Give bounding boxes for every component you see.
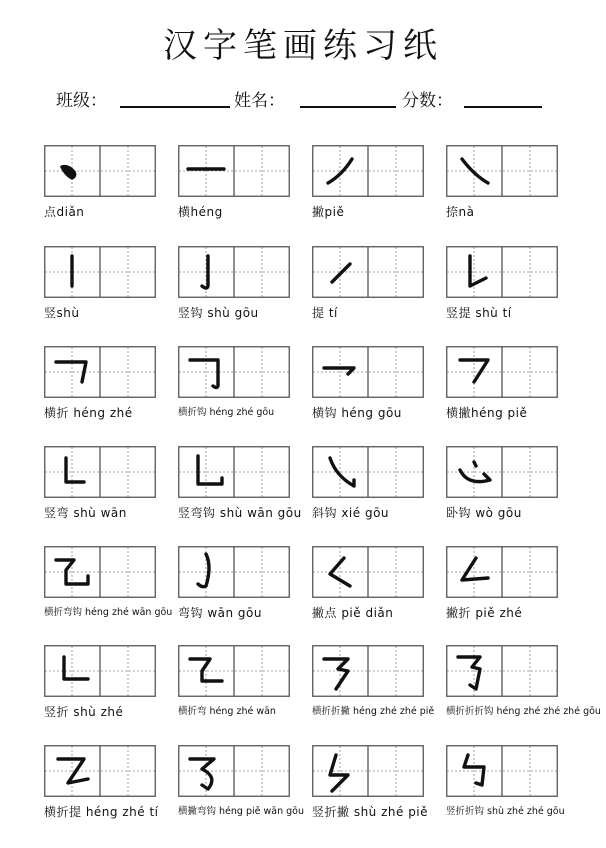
dot-stroke-glyph bbox=[62, 167, 75, 178]
class-label: 班级： bbox=[56, 91, 107, 111]
tianzige-grid[interactable] bbox=[312, 745, 424, 797]
student-info-row bbox=[56, 86, 556, 110]
stroke-label: 横折 héng zhé bbox=[44, 406, 133, 420]
ti-stroke-glyph bbox=[332, 264, 350, 282]
stroke-cell bbox=[312, 745, 429, 829]
stroke-label: 竖折撇 shù zhé piě bbox=[312, 805, 429, 819]
stroke-cell bbox=[446, 446, 558, 530]
tianzige-grid[interactable] bbox=[44, 145, 156, 197]
stroke-label: 捺nà bbox=[446, 205, 475, 219]
name-field[interactable] bbox=[300, 106, 396, 108]
tianzige-grid[interactable] bbox=[178, 745, 290, 797]
tianzige-grid[interactable] bbox=[178, 346, 290, 398]
score-label: 分数： bbox=[402, 91, 453, 111]
shuwangou-stroke-glyph bbox=[198, 456, 222, 484]
stroke-label: 横撇héng piě bbox=[446, 406, 528, 420]
stroke-label: 撇piě bbox=[312, 205, 345, 219]
stroke-cell bbox=[44, 546, 173, 630]
stroke-cell bbox=[446, 546, 558, 630]
stroke-label: 撇点 piě diǎn bbox=[312, 606, 394, 620]
tianzige-grid[interactable] bbox=[178, 645, 290, 697]
stroke-cell bbox=[44, 745, 159, 829]
stroke-cell bbox=[178, 346, 290, 430]
tianzige-grid[interactable] bbox=[44, 346, 156, 398]
tianzige-grid[interactable] bbox=[44, 246, 156, 298]
tianzige-grid[interactable] bbox=[446, 246, 558, 298]
stroke-label: 横折折撇 héng zhé zhé piě bbox=[312, 706, 435, 717]
hengzhezhepie-stroke-glyph bbox=[324, 659, 348, 689]
stroke-label: 横钩 héng gōu bbox=[312, 406, 402, 420]
score-field[interactable] bbox=[464, 106, 542, 108]
stroke-cell bbox=[44, 645, 156, 729]
stroke-label: 横折提 héng zhé tí bbox=[44, 805, 159, 819]
stroke-cell bbox=[446, 745, 565, 829]
stroke-cell bbox=[312, 645, 435, 729]
tianzige-grid[interactable] bbox=[178, 446, 290, 498]
stroke-label: 竖折 shù zhé bbox=[44, 705, 124, 719]
shuti-stroke-glyph bbox=[470, 256, 486, 286]
stroke-label: 提 tí bbox=[312, 306, 338, 320]
shuwan-stroke-glyph bbox=[66, 458, 84, 482]
stroke-label: 横折弯 héng zhé wān bbox=[178, 706, 276, 717]
henggou-stroke-glyph bbox=[324, 368, 354, 374]
tianzige-grid[interactable] bbox=[312, 645, 424, 697]
tianzige-grid[interactable] bbox=[44, 645, 156, 697]
stroke-cell bbox=[312, 446, 424, 530]
tianzige-grid[interactable] bbox=[178, 145, 290, 197]
tianzige-grid[interactable] bbox=[312, 145, 424, 197]
hengpiewangou-stroke-glyph bbox=[190, 759, 214, 789]
hengzhegou-stroke-glyph bbox=[190, 360, 218, 388]
stroke-label: 点diǎn bbox=[44, 205, 85, 219]
stroke-label: 竖提 shù tí bbox=[446, 306, 512, 320]
tianzige-grid[interactable] bbox=[446, 645, 558, 697]
stroke-label: 斜钩 xié gōu bbox=[312, 506, 390, 520]
stroke-cell bbox=[178, 246, 290, 330]
shuzhepie-stroke-glyph bbox=[330, 755, 348, 791]
hengzhezhezhegou-stroke-glyph bbox=[458, 657, 480, 689]
tianzige-grid[interactable] bbox=[446, 446, 558, 498]
tianzige-grid[interactable] bbox=[44, 546, 156, 598]
stroke-label: 横撇弯钩 héng piě wān gōu bbox=[178, 806, 304, 817]
stroke-cell bbox=[178, 745, 304, 829]
piezhe-stroke-glyph bbox=[462, 558, 488, 580]
stroke-label: 弯钩 wān gōu bbox=[178, 606, 262, 620]
stroke-cell bbox=[312, 145, 424, 229]
stroke-cell bbox=[178, 645, 290, 729]
tianzige-grid[interactable] bbox=[44, 745, 156, 797]
stroke-label: 横折弯钩 héng zhé wān gōu bbox=[44, 607, 173, 618]
stroke-cell bbox=[178, 145, 290, 229]
stroke-cell bbox=[312, 346, 424, 430]
tianzige-grid[interactable] bbox=[446, 745, 558, 797]
tianzige-grid[interactable] bbox=[312, 446, 424, 498]
stroke-label: 竖shù bbox=[44, 306, 80, 320]
stroke-cell bbox=[178, 546, 290, 630]
tianzige-grid[interactable] bbox=[446, 145, 558, 197]
stroke-label: 横折钩 héng zhé gōu bbox=[178, 407, 275, 418]
tianzige-grid[interactable] bbox=[178, 546, 290, 598]
tianzige-grid[interactable] bbox=[312, 546, 424, 598]
stroke-label: 竖折折钩 shù zhé zhé gōu bbox=[446, 806, 565, 817]
stroke-cell bbox=[446, 645, 601, 729]
stroke-cell bbox=[178, 446, 302, 530]
shugou-stroke-glyph bbox=[202, 256, 208, 288]
wangou-stroke-glyph bbox=[198, 554, 209, 587]
tianzige-grid[interactable] bbox=[446, 346, 558, 398]
stroke-label: 竖弯钩 shù wān gōu bbox=[178, 506, 302, 520]
stroke-cell bbox=[44, 246, 156, 330]
stroke-cell bbox=[44, 145, 156, 229]
stroke-label: 卧钩 wò gōu bbox=[446, 506, 522, 520]
stroke-cell bbox=[44, 346, 156, 430]
stroke-label: 竖钩 shù gōu bbox=[178, 306, 259, 320]
stroke-label: 竖弯 shù wān bbox=[44, 506, 127, 520]
tianzige-grid[interactable] bbox=[446, 546, 558, 598]
name-label: 姓名： bbox=[234, 91, 285, 111]
tianzige-grid[interactable] bbox=[44, 446, 156, 498]
tianzige-grid[interactable] bbox=[178, 246, 290, 298]
tianzige-grid[interactable] bbox=[312, 346, 424, 398]
tianzige-grid[interactable] bbox=[312, 246, 424, 298]
shuzhe-stroke-glyph bbox=[64, 657, 88, 679]
stroke-label: 撇折 piě zhé bbox=[446, 606, 523, 620]
stroke-label: 横héng bbox=[178, 205, 223, 219]
page-title: 汉字笔画练习纸 bbox=[163, 26, 443, 66]
stroke-cell bbox=[44, 446, 156, 530]
class-field[interactable] bbox=[120, 106, 230, 108]
stroke-cell bbox=[446, 145, 558, 229]
stroke-cell bbox=[312, 246, 424, 330]
stroke-cell bbox=[446, 346, 558, 430]
stroke-cell bbox=[312, 546, 424, 630]
stroke-label: 横折折折钩 héng zhé zhé zhé gōu bbox=[446, 706, 601, 717]
stroke-cell bbox=[446, 246, 558, 330]
